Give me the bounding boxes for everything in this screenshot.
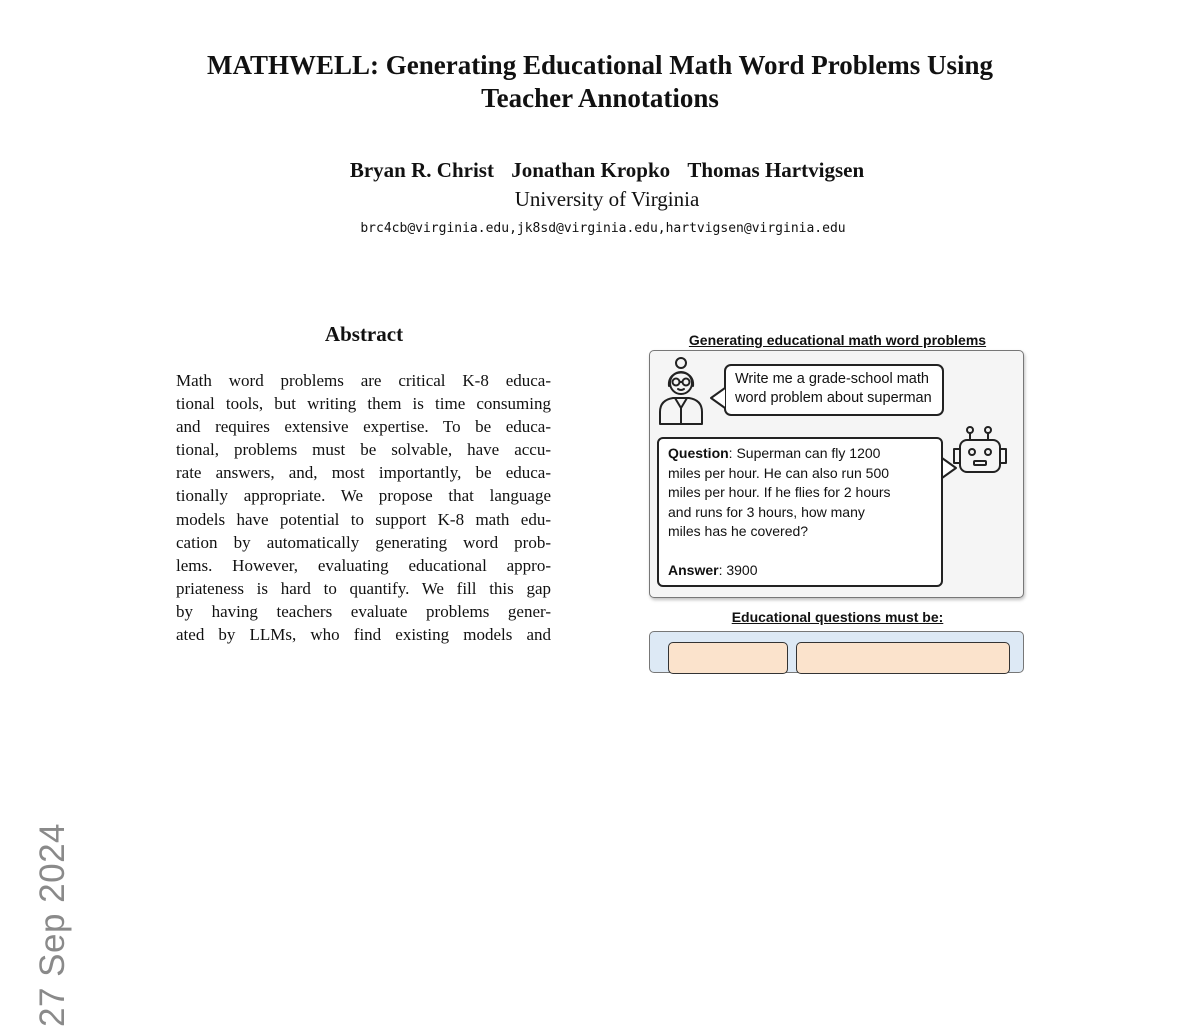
prompt-bubble	[724, 364, 944, 416]
author-emails: brc4cb@virginia.edu,jk8sd@virginia.edu,hartvigsen@virginia.edu	[360, 221, 846, 236]
arxiv-date: 27 Sep 2024	[33, 822, 72, 1027]
arxiv-stamp	[18, 405, 88, 1027]
answer-value: : 3900	[718, 562, 758, 578]
abstract-line: tional, problems must be solvable, have accu-	[176, 440, 551, 460]
educational-criteria-title: Educational questions must be:	[731, 609, 944, 625]
author-3: Thomas Hartvigsen	[687, 158, 865, 182]
question-bubble	[657, 437, 943, 587]
abstract-line: by having teachers evaluate problems gener-	[176, 601, 551, 621]
teaser-figure	[645, 328, 1030, 658]
criteria-box-2	[796, 642, 1010, 674]
prompt-line-2: word problem about superman	[735, 390, 932, 406]
answer-line	[668, 561, 935, 581]
abstract-line: ated by LLMs, who find existing models and	[176, 625, 551, 645]
question-text: : Superman can fly 1200	[728, 445, 881, 461]
question-line-5: miles has he covered?	[668, 523, 809, 539]
title-line-1: MATHWELL: Generating Educational Math Word Problems Using	[206, 50, 994, 80]
author-list	[0, 158, 1200, 183]
abstract-line: rate answers, and, most importantly, be educa-	[176, 463, 551, 483]
abstract-line: priateness is hard to quantify. We fill this gap	[176, 578, 551, 598]
author-2: Jonathan Kropko	[511, 158, 671, 182]
title-line-2: Teacher Annotations	[481, 83, 719, 113]
question-line-3: miles per hour. If he flies for 2 hours	[668, 484, 891, 500]
abstract-line: tional tools, but writing them is time consuming	[176, 394, 551, 414]
abstract-body	[176, 369, 551, 646]
abstract-line: and requires extensive expertise. To be educa-	[176, 417, 551, 437]
affiliation: University of Virginia	[514, 187, 700, 211]
robot-icon	[950, 425, 1015, 480]
abstract-line: tionally appropriate. We propose that language	[176, 486, 551, 506]
abstract-line: cation by automatically generating word prob-	[176, 532, 551, 552]
abstract-line: Math word problems are critical K-8 educa-	[176, 371, 551, 390]
generation-panel	[649, 350, 1024, 598]
prompt-bubble-tail	[709, 386, 726, 410]
abstract-line: models have potential to support K-8 math edu-	[176, 509, 551, 529]
question-label: Question	[668, 445, 729, 461]
teacher-icon	[657, 356, 707, 426]
answer-label: Answer	[668, 562, 719, 578]
prompt-line-1: Write me a grade-school math	[735, 371, 929, 387]
figure-title: Generating educational math word problems	[688, 332, 987, 348]
author-1: Bryan R. Christ	[349, 158, 494, 182]
educational-criteria-panel	[649, 631, 1024, 673]
paper-title	[150, 49, 1050, 115]
question-line-4: and runs for 3 hours, how many	[668, 503, 865, 520]
question-bubble-tail	[941, 456, 958, 480]
criteria-box-1	[668, 642, 788, 674]
abstract-heading: Abstract	[324, 322, 404, 346]
question-line-1	[668, 444, 935, 464]
question-line-2: miles per hour. He can also run 500	[668, 464, 890, 481]
abstract-line: lems. However, evaluating educational appro-	[176, 555, 551, 575]
